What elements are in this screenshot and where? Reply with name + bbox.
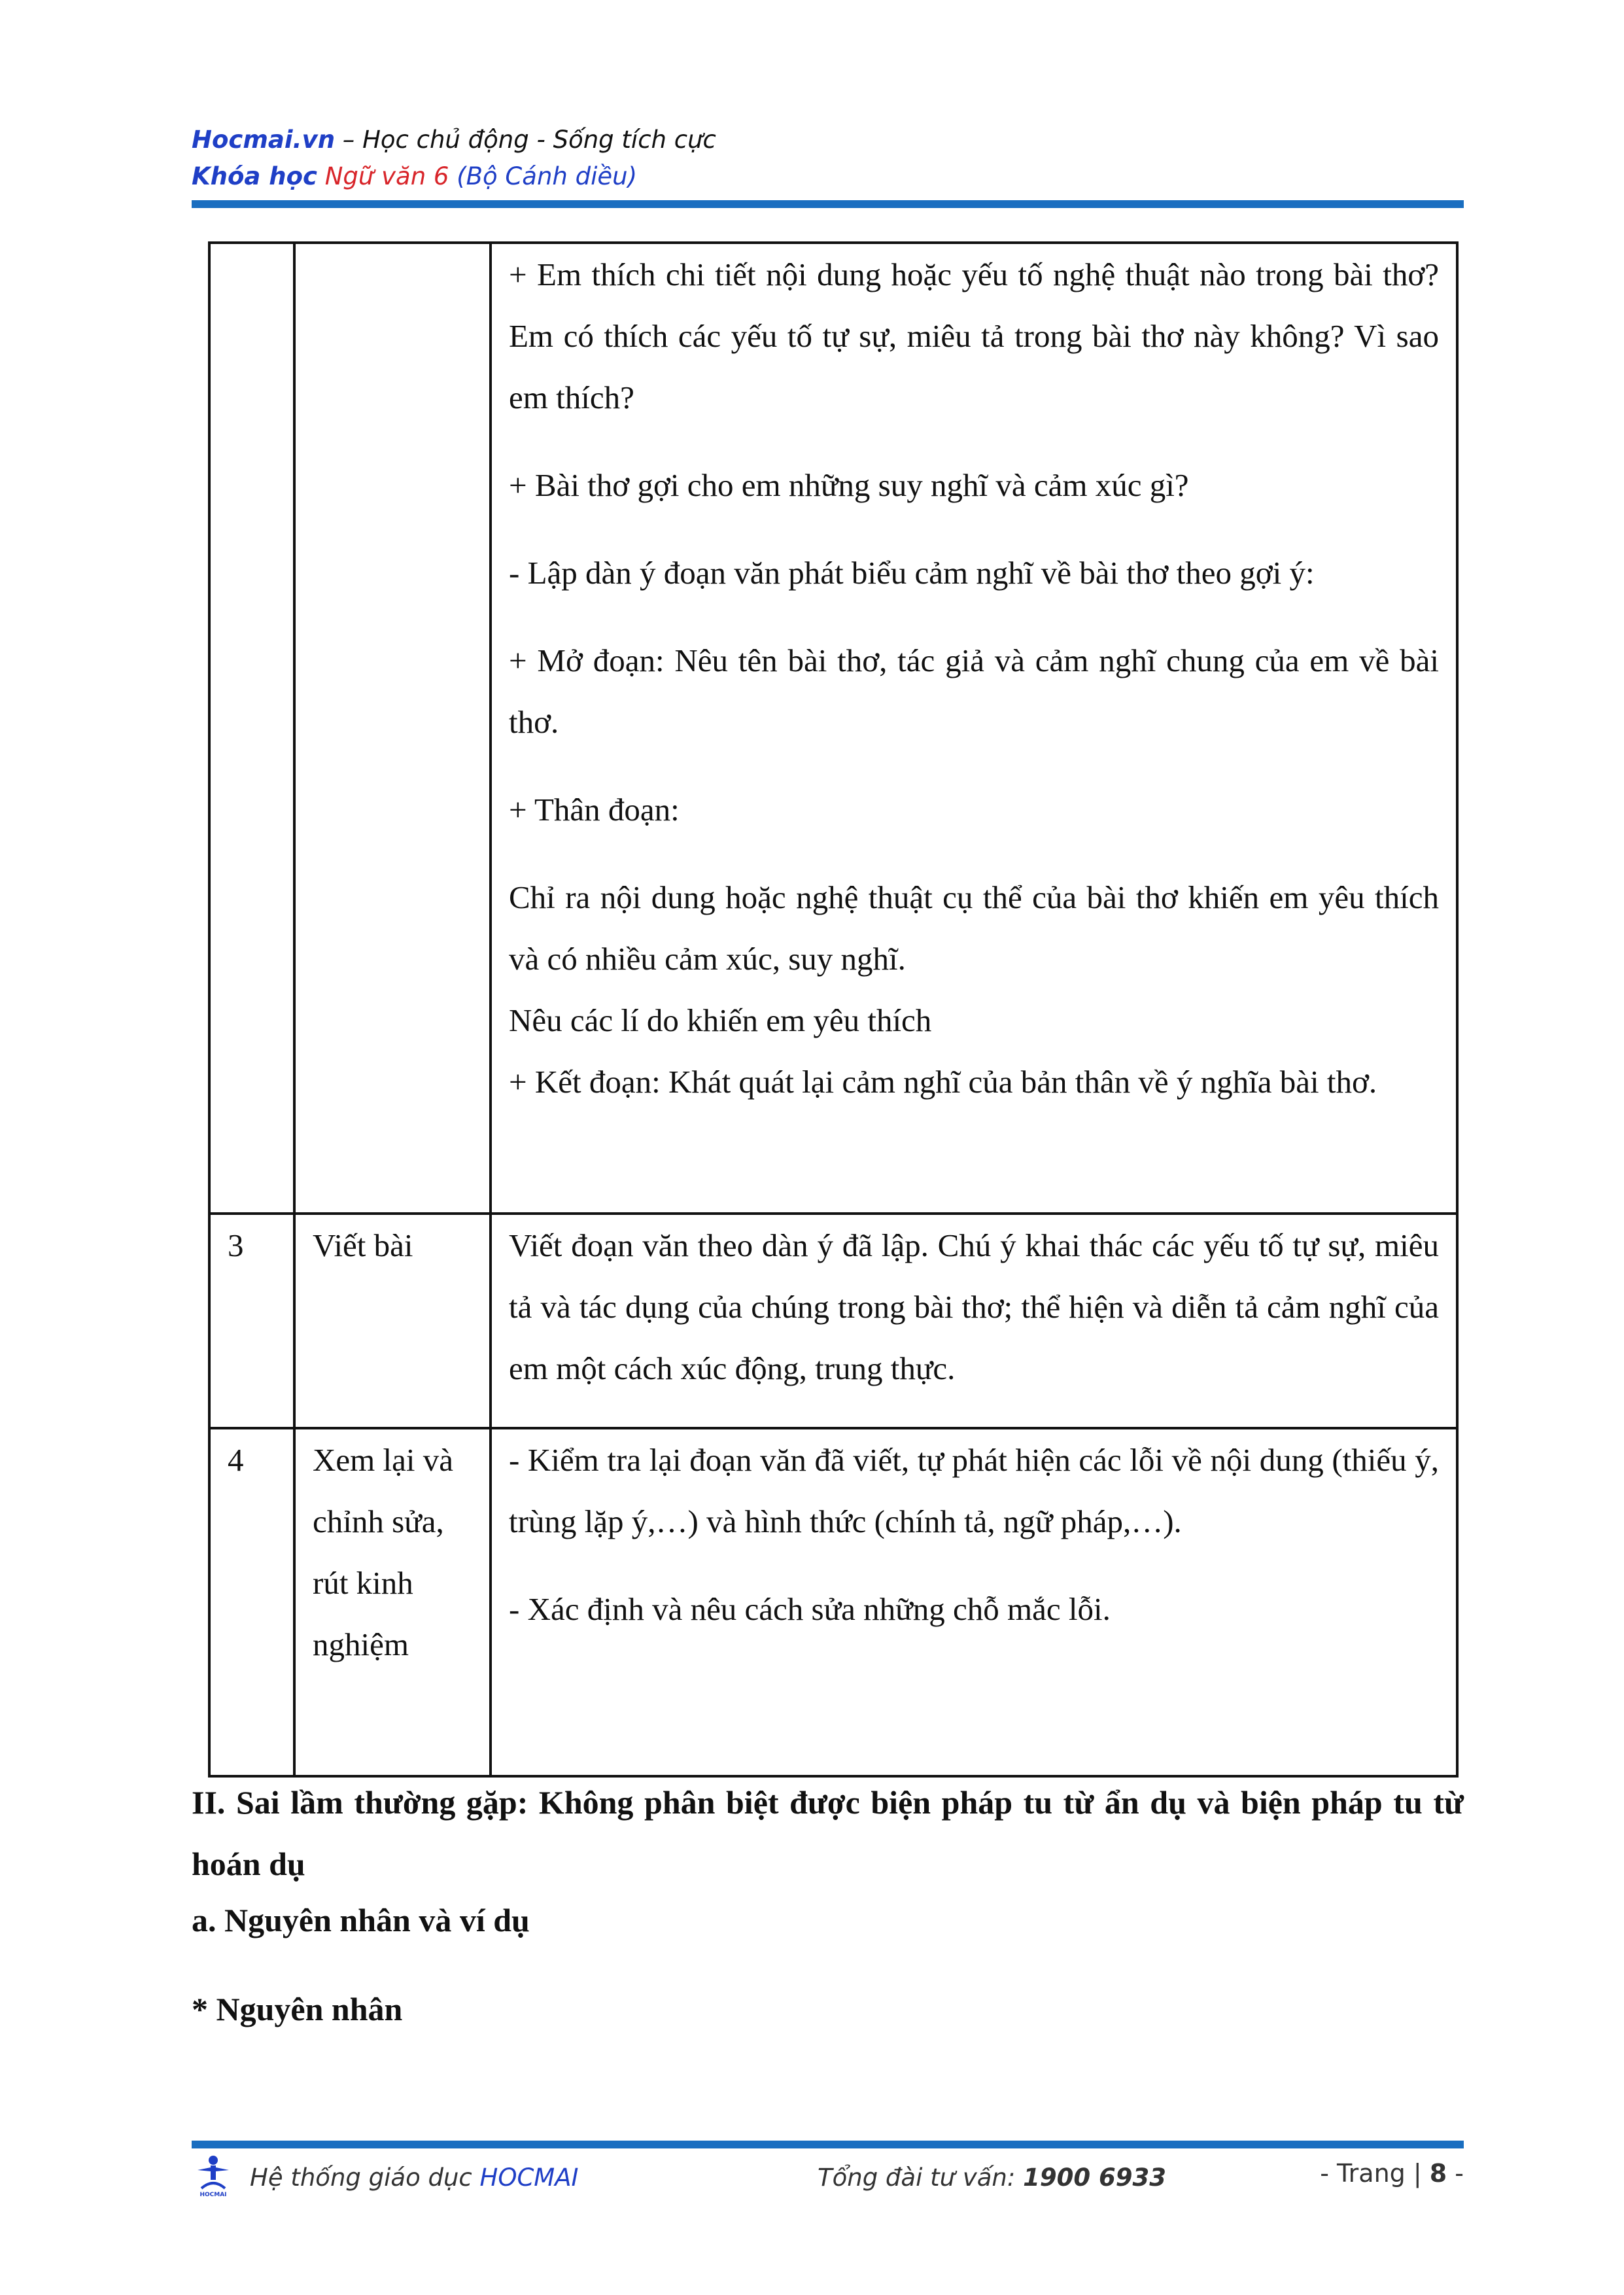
paragraph: Nêu các lí do khiến em yêu thích: [509, 1002, 932, 1038]
paragraph: + Bài thơ gợi cho em những suy nghĩ và cảm xúc gì?: [509, 467, 1189, 503]
paragraph: + Thân đoạn:: [509, 792, 680, 828]
logo-text: HOCMAI: [199, 2192, 227, 2198]
bullet-heading: * Nguyên nhân: [192, 1991, 403, 2027]
row-content: [491, 1214, 1457, 1428]
header-line-2: [192, 158, 716, 195]
footer-system: Hệ thống giáo dục HOCMAI: [250, 2164, 579, 2192]
section-heading: II. Sai lầm thường gặp: Không phân biệt được biện pháp tu từ ẩn dụ và biện pháp tu từ hoán dụ: [192, 1784, 1464, 1882]
course-label: Khóa học: [192, 162, 317, 190]
row-content: [491, 243, 1457, 1214]
steps-table: [208, 241, 1459, 1778]
book-name: (Bộ Cánh diều): [457, 162, 638, 190]
page-number: - Trang | 8 -: [1320, 2159, 1464, 2188]
row-number: [209, 243, 294, 1214]
footer-hotline: Tổng đài tư vấn: 1900 6933: [818, 2164, 1166, 2192]
paragraph: - Xác định và nêu cách sửa những chỗ mắc lỗi.: [509, 1591, 1111, 1627]
row-step: [294, 243, 491, 1214]
paragraph: + Mở đoạn: Nêu tên bài thơ, tác giả và cảm nghĩ chung của em về bài thơ.: [509, 642, 1439, 740]
hotline-number: 1900 6933: [1023, 2164, 1166, 2192]
page-header: [192, 122, 716, 195]
subsection-heading: a. Nguyên nhân và ví dụ: [192, 1902, 530, 1938]
paragraph: Viết đoạn văn theo dàn ý đã lập. Chú ý khai thác các yếu tố tự sự, miêu tả và tác dụng của chúng trong bài thơ; thể hiện và diễn tả cảm nghĩ của em một cách xúc động, trung thực.: [509, 1227, 1439, 1386]
header-rule: [192, 200, 1464, 208]
system-name: HOCMAI: [479, 2164, 579, 2192]
row-number: 4: [209, 1428, 294, 1776]
row-step: Viết bài: [294, 1214, 491, 1428]
paragraph: - Lập dàn ý đoạn văn phát biểu cảm nghĩ về bài thơ theo gợi ý:: [509, 555, 1315, 591]
header-line-1: Hocmai.vn – Học chủ động - Sống tích cực: [192, 126, 716, 154]
paragraph: + Em thích chi tiết nội dung hoặc yếu tố nghệ thuật nào trong bài thơ? Em có thích các yếu tố tự sự, miêu tả trong bài thơ này không? Vì sao em thích?: [509, 256, 1439, 415]
row-step: Xem lại và chỉnh sửa, rút kinh nghiệm: [294, 1428, 491, 1776]
site-name: Hocmai.vn: [192, 126, 336, 154]
row-content: [491, 1428, 1457, 1776]
paragraph: - Kiểm tra lại đoạn văn đã viết, tự phát hiện các lỗi về nội dung (thiếu ý, trùng lặp ý,…) và hình thức (chính tả, ngữ pháp,…).: [509, 1442, 1439, 1539]
subject-name: Ngữ văn 6: [324, 162, 449, 190]
row-number: 3: [209, 1214, 294, 1428]
table-row: [209, 1428, 1457, 1776]
footer-rule: [192, 2141, 1464, 2148]
slogan: Học chủ động - Sống tích cực: [362, 126, 716, 154]
hocmai-logo: [194, 2154, 233, 2199]
paragraph: + Kết đoạn: Khát quát lại cảm nghĩ của bản thân về ý nghĩa bài thơ.: [509, 1064, 1377, 1100]
table-row: [209, 1214, 1457, 1428]
paragraph: Chỉ ra nội dung hoặc nghệ thuật cụ thể của bài thơ khiến em yêu thích và có nhiều cảm xúc, suy nghĩ.: [509, 879, 1439, 977]
table-row: [209, 243, 1457, 1214]
